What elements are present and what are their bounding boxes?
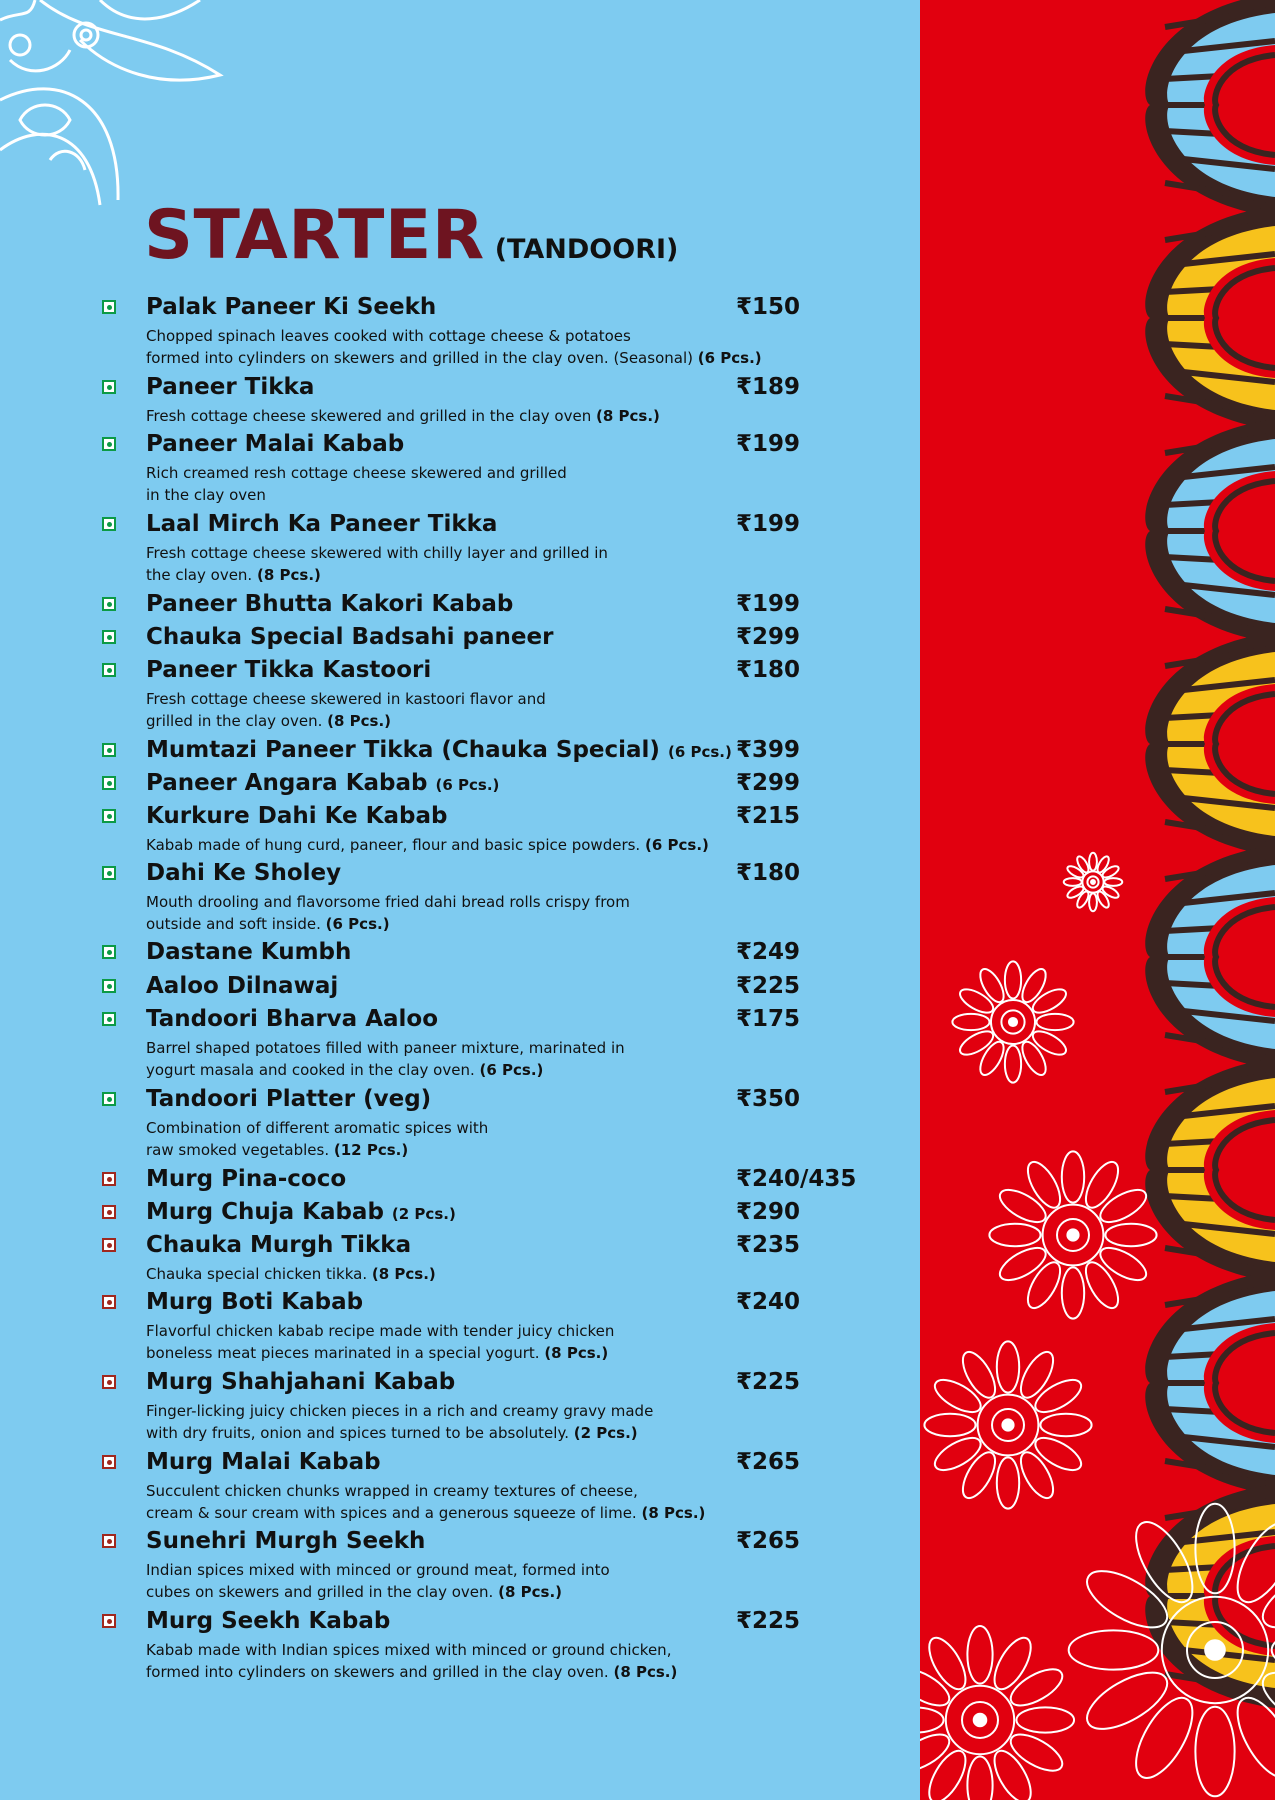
- item-price: ₹299: [736, 624, 801, 650]
- item-description: [146, 462, 567, 506]
- item-name-text: Murg Malai Kabab: [146, 1449, 381, 1475]
- description-pieces: (12 Pcs.): [333, 1141, 409, 1159]
- item-price: ₹180: [736, 860, 801, 886]
- item-name: [146, 510, 497, 538]
- item-name-text: Tandoori Bharva Aaloo: [146, 1006, 439, 1032]
- item-name: [146, 859, 341, 887]
- item-name-text: Paneer Bhutta Kakori Kabab: [146, 591, 514, 617]
- item-name: [146, 1527, 425, 1555]
- item-name-text: Aaloo Dilnawaj: [146, 973, 339, 999]
- description-line: outside and soft inside.: [146, 915, 321, 933]
- description-pieces: (8 Pcs.): [327, 712, 392, 730]
- item-name-text: Murg Seekh Kabab: [146, 1608, 391, 1634]
- description-line: Fresh cottage cheese skewered and grilled in the clay oven: [146, 407, 592, 425]
- item-name-text: Chauka Murgh Tikka: [146, 1232, 412, 1258]
- nonveg-mark-icon: [102, 1205, 116, 1219]
- description-pieces: (6 Pcs.): [697, 349, 762, 367]
- item-price: ₹249: [736, 939, 801, 965]
- veg-mark-icon: [102, 866, 116, 880]
- veg-mark-icon: [102, 1092, 116, 1106]
- item-price: ₹399: [736, 737, 801, 763]
- item-name-text: Murg Pina-coco: [146, 1166, 347, 1192]
- item-name-text: Sunehri Murgh Seekh: [146, 1528, 426, 1554]
- item-name: [146, 1231, 411, 1259]
- item-name: [146, 430, 404, 458]
- item-name-text: Laal Mirch Ka Paneer Tikka: [146, 511, 498, 537]
- description-line: Fresh cottage cheese skewered in kastoori flavor and: [146, 690, 546, 708]
- petal-motif: [1145, 1058, 1275, 1282]
- item-price: ₹215: [736, 803, 801, 829]
- item-name-text: Murg Chuja Kabab: [146, 1199, 384, 1225]
- description-pieces: (6 Pcs.): [644, 836, 709, 854]
- veg-mark-icon: [102, 945, 116, 959]
- petal-motif: [1145, 0, 1275, 217]
- description-line: with dry fruits, onion and spices turned to be absolutely.: [146, 1424, 569, 1442]
- item-name-text: Murg Boti Kabab: [146, 1289, 364, 1315]
- description-pieces: (8 Pcs.): [544, 1344, 609, 1362]
- item-description: [146, 1263, 436, 1285]
- item-pieces: (2 Pcs.): [391, 1205, 456, 1223]
- item-name-text: Paneer Malai Kabab: [146, 431, 405, 457]
- item-price: ₹225: [736, 973, 801, 999]
- description-line: Indian spices mixed with minced or ground meat, formed into: [146, 1561, 610, 1579]
- title-sub: (TANDOORI): [494, 234, 679, 265]
- item-description: [146, 1037, 625, 1081]
- item-name: [146, 736, 732, 766]
- item-name-text: Paneer Tikka Kastoori: [146, 657, 432, 683]
- petal-motif: [1145, 845, 1275, 1069]
- item-name: [146, 1198, 456, 1228]
- description-pieces: (8 Pcs.): [641, 1504, 706, 1522]
- description-line: Kabab made with Indian spices mixed with minced or ground chicken,: [146, 1641, 672, 1659]
- item-name-text: Kurkure Dahi Ke Kabab: [146, 803, 448, 829]
- item-price: ₹180: [736, 657, 801, 683]
- description-line: cubes on skewers and grilled in the clay oven.: [146, 1583, 494, 1601]
- description-line: Succulent chicken chunks wrapped in creamy textures of cheese,: [146, 1482, 638, 1500]
- item-price: ₹199: [736, 511, 801, 537]
- item-description: [146, 405, 660, 427]
- item-price: ₹240/435: [736, 1166, 857, 1192]
- description-pieces: (8 Pcs.): [613, 1663, 678, 1681]
- item-name: [146, 802, 447, 830]
- description-line: Chopped spinach leaves cooked with cottage cheese & potatoes: [146, 327, 631, 345]
- item-description: [146, 325, 762, 369]
- description-line: the clay oven.: [146, 566, 253, 584]
- item-name-text: Tandoori Platter (veg): [146, 1086, 432, 1112]
- item-description: [146, 1320, 614, 1364]
- title-main: STARTER: [144, 196, 485, 275]
- description-line: Chauka special chicken tikka.: [146, 1265, 368, 1283]
- item-price: ₹175: [736, 1006, 801, 1032]
- item-description: [146, 688, 546, 732]
- nonveg-mark-icon: [102, 1375, 116, 1389]
- item-pieces: (6 Pcs.): [435, 776, 500, 794]
- item-name: [146, 623, 553, 651]
- veg-mark-icon: [102, 517, 116, 531]
- veg-mark-icon: [102, 300, 116, 314]
- item-price: ₹225: [736, 1608, 801, 1634]
- item-name: [146, 1005, 438, 1033]
- description-pieces: (6 Pcs.): [325, 915, 390, 933]
- petal-motif: [1145, 206, 1275, 430]
- flower-decoration: [920, 1626, 1074, 1800]
- veg-mark-icon: [102, 776, 116, 790]
- petal-motif: [1145, 419, 1275, 643]
- item-price: ₹290: [736, 1199, 801, 1225]
- item-price: ₹199: [736, 431, 801, 457]
- item-name: [146, 769, 499, 799]
- item-name: [146, 1448, 381, 1476]
- item-name: [146, 590, 513, 618]
- veg-mark-icon: [102, 979, 116, 993]
- description-line: Finger-licking juicy chicken pieces in a rich and creamy gravy made: [146, 1402, 654, 1420]
- description-line: Barrel shaped potatoes filled with paneer mixture, marinated in: [146, 1039, 625, 1057]
- flower-decoration: [1064, 853, 1123, 912]
- description-line: Mouth drooling and flavorsome fried dahi bread rolls crispy from: [146, 893, 630, 911]
- item-price: ₹265: [736, 1528, 801, 1554]
- description-line: formed into cylinders on skewers and grilled in the clay oven. (Seasonal): [146, 349, 693, 367]
- item-name-text: Chauka Special Badsahi paneer: [146, 624, 554, 650]
- item-price: ₹199: [736, 591, 801, 617]
- veg-mark-icon: [102, 437, 116, 451]
- item-price: ₹189: [736, 374, 801, 400]
- item-name: [146, 1288, 363, 1316]
- item-price: ₹299: [736, 770, 801, 796]
- item-price: ₹265: [736, 1449, 801, 1475]
- description-line: formed into cylinders on skewers and grilled in the clay oven.: [146, 1663, 609, 1681]
- item-description: [146, 834, 709, 856]
- flower-decoration: [989, 1151, 1156, 1318]
- description-line: yogurt masala and cooked in the clay oven.: [146, 1061, 475, 1079]
- description-line: Flavorful chicken kabab recipe made with tender juicy chicken: [146, 1322, 615, 1340]
- item-name: [146, 373, 314, 401]
- flower-decoration: [952, 961, 1073, 1082]
- item-name: [146, 1368, 455, 1396]
- item-price: ₹235: [736, 1232, 801, 1258]
- item-name-text: Dahi Ke Sholey: [146, 860, 342, 886]
- item-pieces: (6 Pcs.): [667, 743, 732, 761]
- description-line: Combination of different aromatic spices with: [146, 1119, 489, 1137]
- item-description: [146, 1117, 488, 1161]
- description-line: raw smoked vegetables.: [146, 1141, 330, 1159]
- nonveg-mark-icon: [102, 1295, 116, 1309]
- item-name: [146, 938, 351, 966]
- item-name-text: Dastane Kumbh: [146, 939, 352, 965]
- item-name: [146, 972, 338, 1000]
- veg-mark-icon: [102, 1012, 116, 1026]
- item-name-text: Mumtazi Paneer Tikka (Chauka Special): [146, 737, 660, 763]
- nonveg-mark-icon: [102, 1238, 116, 1252]
- petal-motif: [1145, 632, 1275, 856]
- item-name: [146, 656, 431, 684]
- description-pieces: (2 Pcs.): [573, 1424, 638, 1442]
- item-price: ₹150: [736, 294, 801, 320]
- item-price: ₹240: [736, 1289, 801, 1315]
- petal-border-decoration: [920, 0, 1275, 1800]
- nonveg-mark-icon: [102, 1534, 116, 1548]
- nonveg-mark-icon: [102, 1614, 116, 1628]
- description-pieces: (8 Pcs.): [371, 1265, 436, 1283]
- item-name: [146, 293, 436, 321]
- veg-mark-icon: [102, 809, 116, 823]
- petal-motif: [1145, 1271, 1275, 1495]
- veg-mark-icon: [102, 630, 116, 644]
- description-pieces: (8 Pcs.): [596, 407, 660, 425]
- nonveg-mark-icon: [102, 1172, 116, 1186]
- item-price: ₹350: [736, 1086, 801, 1112]
- item-name-text: Paneer Angara Kabab: [146, 770, 428, 796]
- item-name-text: Palak Paneer Ki Seekh: [146, 294, 437, 320]
- description-line: Rich creamed resh cottage cheese skewered and grilled: [146, 464, 567, 482]
- description-pieces: (8 Pcs.): [498, 1583, 562, 1601]
- item-price: ₹225: [736, 1369, 801, 1395]
- description-pieces: (6 Pcs.): [479, 1061, 544, 1079]
- description-line: boneless meat pieces marinated in a special yogurt.: [146, 1344, 540, 1362]
- veg-mark-icon: [102, 597, 116, 611]
- description-line: grilled in the clay oven.: [146, 712, 323, 730]
- item-name: [146, 1165, 346, 1193]
- description-line: Kabab made of hung curd, paneer, flour and basic spice powders.: [146, 836, 641, 854]
- item-name: [146, 1607, 390, 1635]
- description-line: cream & sour cream with spices and a generous squeeze of lime.: [146, 1504, 637, 1522]
- item-description: [146, 1639, 677, 1683]
- petal-motif: [1145, 1484, 1275, 1708]
- decorative-side-panel: [920, 0, 1275, 1800]
- item-description: [146, 542, 608, 586]
- item-description: [146, 891, 630, 935]
- item-name-text: Murg Shahjahani Kabab: [146, 1369, 456, 1395]
- item-description: [146, 1480, 705, 1524]
- veg-mark-icon: [102, 743, 116, 757]
- item-name: [146, 1085, 431, 1113]
- veg-mark-icon: [102, 663, 116, 677]
- item-description: [146, 1400, 653, 1444]
- description-line: in the clay oven: [146, 486, 266, 504]
- description-pieces: (8 Pcs.): [256, 566, 321, 584]
- description-line: Fresh cottage cheese skewered with chilly layer and grilled in: [146, 544, 608, 562]
- flower-decoration: [924, 1341, 1091, 1508]
- nonveg-mark-icon: [102, 1455, 116, 1469]
- item-description: [146, 1559, 610, 1603]
- veg-mark-icon: [102, 380, 116, 394]
- item-name-text: Paneer Tikka: [146, 374, 315, 400]
